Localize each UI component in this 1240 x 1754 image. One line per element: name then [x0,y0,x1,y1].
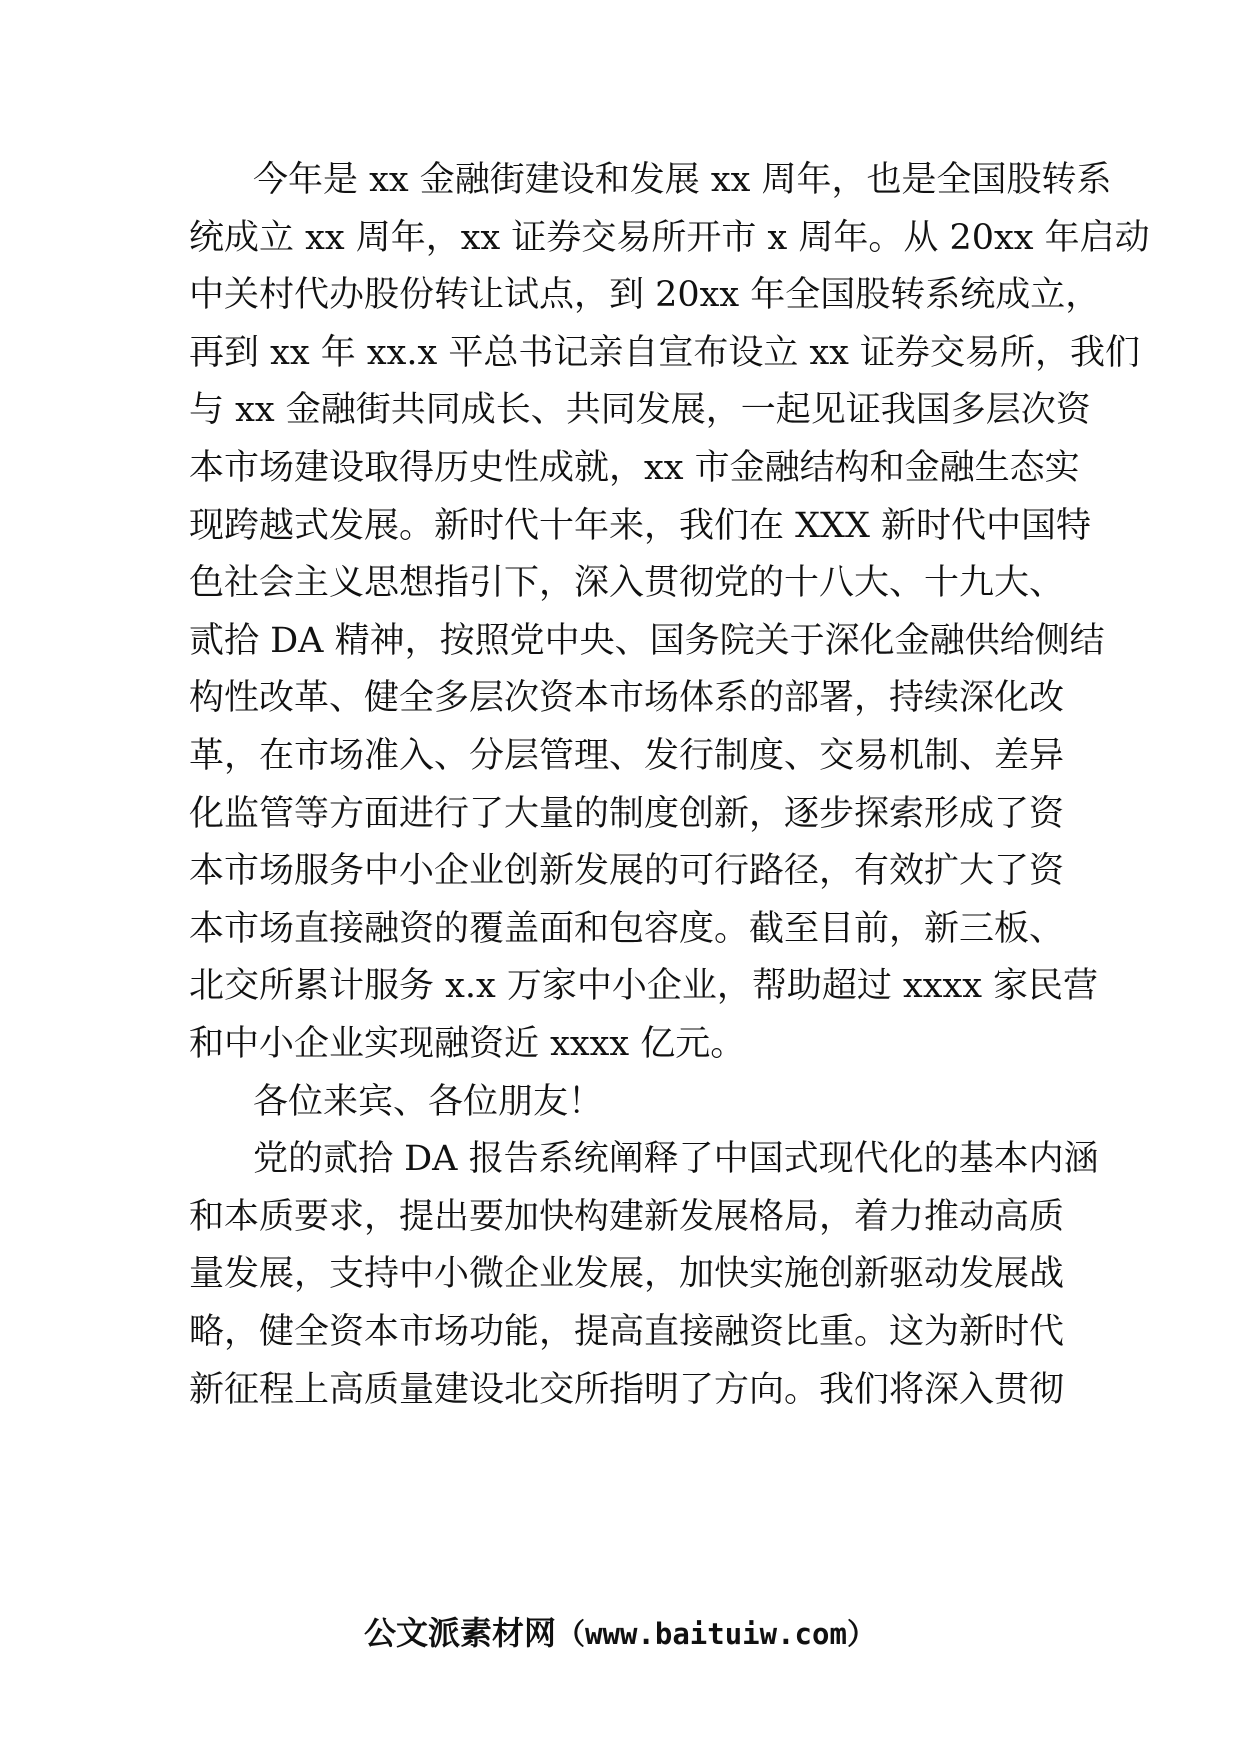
footer-site-name: 公文派素材网 [364,1614,557,1652]
text-line: 本市场直接融资的覆盖面和包容度。截至目前，新三板、 [189,908,1065,949]
text-line: 再到 xx 年 xx.x 平总书记亲自宣布设立 xx 证券交易所，我们 [189,332,1141,373]
text-line: 色社会主义思想指引下，深入贯彻党的十八大、十九大、 [189,563,1065,604]
text-line: 和本质要求，提出要加快构建新发展格局，着力推动高质 [189,1196,1065,1237]
page-footer [0,1613,1240,1654]
text-line: 北交所累计服务 x.x 万家中小企业，帮助超过 xxxx 家民营 [189,966,1099,1007]
text-line: 各位来宾、各位朋友！ [253,1081,604,1122]
text-line: 略，健全资本市场功能，提高直接融资比重。这为新时代 [189,1312,1065,1352]
text-line: 和中小企业实现融资近 xxxx 亿元。 [189,1024,746,1064]
footer-url: （www.baituiw.com） [556,1617,876,1651]
text-line: 构性改革、健全多层次资本市场体系的部署，持续深化改 [189,678,1065,719]
text-line: 本市场服务中小企业创新发展的可行路径，有效扩大了资 [189,851,1065,892]
text-line: 贰拾 DA 精神，按照党中央、国务院关于深化金融供给侧结 [189,620,1105,661]
text-line: 本市场建设取得历史性成就，xx 市金融结构和金融生态实 [189,448,1080,488]
text-line: 党的贰拾 DA 报告系统阐释了中国式现代化的基本内涵 [253,1139,1099,1180]
text-line: 今年是 xx 金融街建设和发展 xx 周年，也是全国股转系 [253,160,1112,200]
text-line: 统成立 xx 周年，xx 证券交易所开市 x 周年。从 20xx 年启动 [189,217,1150,258]
text-line: 化监管等方面进行了大量的制度创新，逐步探索形成了资 [189,793,1065,834]
text-line: 与 xx 金融街共同成长、共同发展，一起见证我国多层次资 [189,390,1091,431]
text-line: 现跨越式发展。新时代十年来，我们在 XXX 新时代中国特 [189,505,1092,546]
text-line: 量发展，支持中小微企业发展，加快实施创新驱动发展战 [189,1254,1065,1295]
text-line: 革，在市场准入、分层管理、发行制度、交易机制、差异 [189,736,1065,776]
text-line: 新征程上高质量建设北交所指明了方向。我们将深入贯彻 [189,1369,1065,1410]
text-line: 中关村代办股份转让试点，到 20xx 年全国股转系统成立， [189,275,1101,316]
